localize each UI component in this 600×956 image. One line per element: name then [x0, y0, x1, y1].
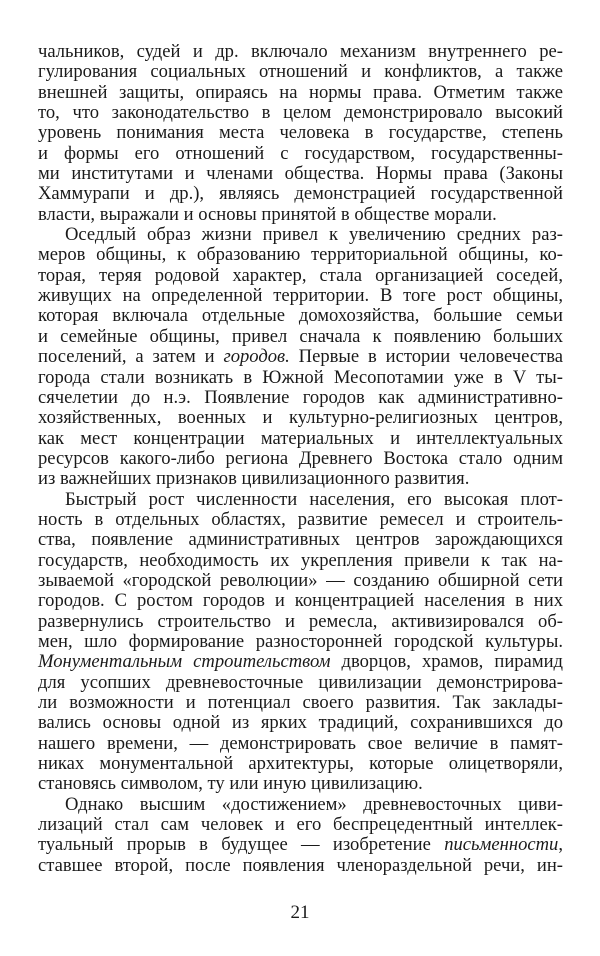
body-text	[38, 42, 563, 876]
paragraph	[38, 490, 563, 795]
text-line: меров общины, к образованию территориальной общины, ко-	[38, 244, 563, 266]
text-line	[38, 347, 563, 367]
text-line: становясь символом, ту или иную цивилизацию.	[38, 773, 423, 795]
page-number: 21	[290, 902, 310, 923]
text-line: ресурсов какого-либо региона Древнего Востока стало одним	[38, 447, 563, 469]
text-segment: поселений, а затем и	[38, 346, 224, 368]
text-line: торая, теряя родовой характер, стала организацией соседей,	[38, 264, 563, 286]
text-line: внешней защиты, опираясь на нормы права. Отметим также	[38, 81, 563, 103]
text-line: и семейные общины, привел сначала к появлению больших	[38, 325, 563, 347]
text-line: города стали возникать в Южной Месопотамии уже в V ты-	[38, 366, 563, 388]
text-line: которая включала отдельные домохозяйства, большие семьи	[38, 305, 563, 327]
text-line: как мест концентрации материальных и интеллектуальных	[38, 427, 563, 449]
text-line: то, что законодательство в целом демонстрировало высокий	[38, 102, 563, 124]
text-line: лизаций стал сам человек и его беспрецедентный интеллек-	[38, 814, 563, 836]
text-line: хозяйственных, военных и культурно-религиозных центров,	[38, 407, 563, 429]
text-line: из важнейших признаков цивилизационного развития.	[38, 468, 470, 490]
text-line	[38, 835, 563, 855]
text-line: гулирования социальных отношений и конфликтов, а также	[38, 61, 563, 83]
text-line: развернулись строительство и ремесла, активизировался об-	[38, 610, 563, 632]
text-line: уровень понимания места человека в государстве, степень	[38, 122, 563, 144]
text-line: никах монументальной архитектуры, которые олицетворяли,	[38, 753, 563, 775]
text-line: городов. С ростом городов и концентрацией населения в них	[38, 590, 563, 612]
paragraph	[38, 795, 563, 876]
text-line: власти, выражали и основы принятой в обществе морали.	[38, 203, 497, 225]
italic-emphasis: Монументальным строительством	[38, 651, 331, 673]
text-line: ства, появление административных центров зарождающихся	[38, 529, 563, 551]
text-segment: дворцов, храмов, пирамид	[330, 651, 563, 673]
text-line: ность в отдельных областях, развитие ремесел и строитель-	[38, 508, 563, 530]
text-line: ли возможности и потенциал своего развития. Так заклады-	[38, 692, 563, 713]
text-segment: ,	[558, 834, 563, 856]
text-segment: туальный прорыв в будущее — изобретение	[38, 834, 445, 856]
text-line: нашего времени, — демонстрировать свое величие в памят-	[38, 732, 563, 754]
text-line: Оседлый образ жизни привел к увеличению средних раз-	[65, 224, 563, 246]
text-line: сячелетии до н.э. Появление городов как административно-	[38, 386, 563, 408]
text-line: ставшее второй, после появления членораздельной речи, ин-	[38, 854, 563, 876]
text-line	[38, 652, 563, 672]
text-line: и формы его отношений с государством, государственны-	[38, 142, 563, 164]
text-line: Однако высшим «достижением» древневосточных циви-	[65, 793, 563, 815]
text-line: для усопших древневосточные цивилизации демонстрирова-	[38, 671, 563, 693]
text-line: живущих на определенной территории. В тоге рост общины,	[38, 285, 563, 307]
italic-emphasis: письменности	[444, 834, 559, 856]
paragraph	[38, 42, 563, 225]
text-line: чальников, судей и др. включало механизм внутреннего ре-	[38, 41, 563, 62]
text-line: мен, шло формирование разносторонней городской культуры.	[38, 630, 563, 652]
text-line: Быстрый рост численности населения, его высокая плот-	[65, 488, 563, 510]
text-segment: Первые в истории человечества	[289, 346, 563, 368]
text-line: зываемой «городской революции» — созданию обширной сети	[38, 569, 563, 591]
italic-emphasis: городов.	[223, 346, 290, 368]
text-line: ми институтами и членами общества. Нормы права (Законы	[38, 163, 563, 185]
text-line: Хаммурапи и др.), являясь демонстрацией государственной	[38, 183, 563, 205]
paragraph	[38, 225, 563, 489]
text-line: вались основы одной из ярких традиций, сохранившихся до	[38, 712, 563, 734]
text-line: государств, необходимость их укрепления привели к так на-	[38, 549, 563, 571]
